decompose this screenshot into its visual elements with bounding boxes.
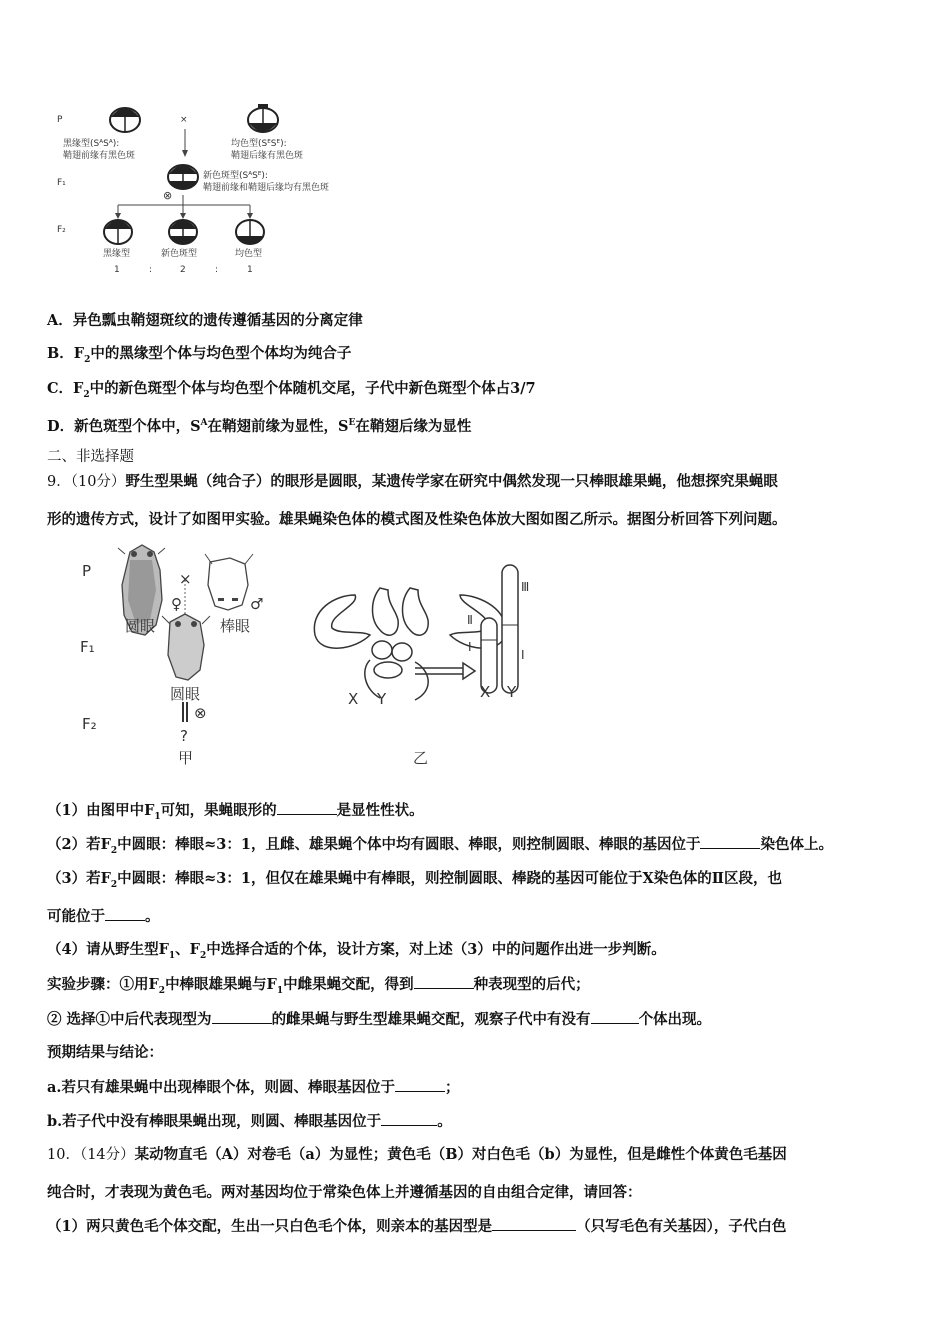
answer-blank-4[interactable]	[414, 974, 474, 989]
q10-intro-line2: 纯合时，才表现为黄色毛。两对基因均位于常染色体上并遵循基因的自由组合定律，请回答：	[47, 1184, 642, 1201]
q9-part3-cont: 可能位于 。	[47, 908, 160, 925]
caption-b: 乙	[413, 749, 429, 767]
uniform-desc: 鞘翅后缘有黑色斑	[231, 151, 304, 161]
question-mark: ?	[180, 727, 188, 745]
ratio-2: 2	[180, 265, 186, 275]
beetle-black-edge-icon	[110, 108, 140, 132]
beetle-new-spot-icon	[168, 165, 198, 189]
label-f2: F₂	[57, 225, 66, 235]
segment-ii-label: Ⅱ	[467, 613, 473, 627]
fig2-p-label: P	[82, 562, 92, 580]
male-fly-bar-eye-icon	[205, 554, 253, 610]
q9-part4: （4）请从野生型$F_1$、$F_2$中选择合适的个体，设计方案，对上述（3）中的问题作出进一步判断。	[47, 941, 666, 961]
y-chromosome-icon	[502, 565, 518, 693]
option-b: B．$F_2$中的黑缘型个体与均色型个体均为纯合子	[47, 345, 352, 365]
bar-eye-label: 棒眼	[220, 617, 251, 635]
ratio-colon-2: :	[215, 265, 219, 275]
caption-a: 甲	[178, 749, 194, 767]
black-edge-desc: 鞘翅前缘有黑色斑	[63, 151, 136, 161]
ratio-1: 1	[114, 265, 120, 275]
ratio-3: 1	[247, 265, 253, 275]
male-symbol: ♂	[250, 595, 264, 613]
beetle-f2-black-edge-icon	[104, 220, 132, 244]
option-a: A．异色瓢虫鞘翅斑纹的遗传遵循基因的分离定律	[47, 312, 363, 329]
f1-round-eye-label: 圆眼	[170, 685, 201, 703]
new-spot-name: 新色斑型(SᴬSᴱ):	[203, 171, 268, 181]
black-edge-name: 黑缘型(SᴬSᴬ):	[63, 139, 120, 149]
fruitfly-figure	[70, 540, 550, 775]
answer-blank-7[interactable]	[395, 1077, 445, 1092]
q9-result-a: a.若只有雄果蝇中出现棒眼个体，则圆、棒眼基因位于 ；	[47, 1079, 460, 1096]
q9-expect: 预期结果与结论：	[47, 1044, 163, 1061]
uniform-name: 均色型(SᴱSᴱ):	[231, 139, 287, 149]
option-c: C．$F_2$中的新色斑型个体与均色型个体随机交尾，子代中新色斑型个体占3/7	[47, 380, 536, 400]
answer-blank-1[interactable]	[277, 800, 337, 815]
chromosome-pattern-icon	[314, 588, 505, 700]
f2-type-uniform: 均色型	[235, 249, 263, 259]
q9-intro-line1: 9．（10分）野生型果蝇（纯合子）的眼形是圆眼，某遗传学家在研究中偶然发现一只棒眼雄果蝇，他想探究果蝇眼	[47, 473, 778, 490]
f1-fly-round-eye-icon	[162, 614, 210, 680]
q9-intro-line2: 形的遗传方式，设计了如图甲实验。雄果蝇染色体的模式图及性染色体放大图如图乙所示。据图分析回答下列问题。	[47, 511, 787, 528]
segment-i-left-label: Ⅰ	[468, 640, 472, 654]
beetle-f2-uniform-icon	[236, 220, 264, 244]
section-title: 二、非选择题	[47, 449, 134, 465]
female-symbol: ♀	[171, 595, 182, 613]
answer-blank-3[interactable]	[105, 906, 145, 921]
q9-part1: （1）由图甲中$F_1$可知，果蝇眼形的 是显性性状。	[47, 802, 424, 822]
q10-part1: （1）两只黄色毛个体交配，生出一只白色毛个体，则亲本的基因型是 （只写毛色有关基因），子代白色	[47, 1218, 787, 1235]
self-cross-symbol: ⊗	[163, 189, 173, 202]
option-d: D．新色斑型个体中，$S^A$在鞘翅前缘为显性，$S^E$在鞘翅后缘为显性	[47, 417, 472, 435]
fig2-f1-label: F₁	[80, 638, 95, 656]
segment-i-right-label: Ⅰ	[521, 648, 525, 662]
q9-step1: 实验步骤：①用$F_2$中棒眼雄果蝇与$F_1$中雌果蝇交配，得到 种表现型的后代；	[47, 976, 590, 996]
beetle-uniform-icon	[248, 104, 278, 132]
answer-blank-6[interactable]	[591, 1009, 639, 1024]
f2-type-new-spot: 新色斑型	[161, 249, 198, 259]
new-spot-desc: 鞘翅前缘和鞘翅后缘均有黑色斑	[203, 183, 330, 193]
ratio-colon-1: :	[149, 265, 153, 275]
f2-type-black-edge: 黑缘型	[103, 249, 131, 259]
round-eye-label: 圆眼	[125, 617, 156, 635]
segment-iii-label: Ⅲ	[521, 580, 530, 594]
answer-blank-9[interactable]	[492, 1216, 576, 1231]
beetle-f2-new-spot-icon	[169, 220, 197, 244]
label-p: P	[57, 115, 63, 125]
chromosome-x-label: X	[348, 690, 359, 708]
fig2-cross: ×	[179, 570, 192, 588]
beetle-cross-diagram	[45, 95, 375, 285]
enlarged-x-label: X	[480, 683, 491, 701]
label-f1: F₁	[57, 178, 66, 188]
cross-symbol: ×	[180, 115, 188, 125]
q9-part3: （3）若$F_2$中圆眼：棒眼≈3：1，但仅在雄果蝇中有棒眼，则控制圆眼、棒跷的基因可能位于X染色体的Ⅱ区段，也	[47, 870, 782, 890]
x-chromosome-icon	[481, 618, 497, 693]
chromosome-y-label: Y	[377, 690, 387, 708]
q9-result-b: b.若子代中没有棒眼果蝇出现，则圆、棒眼基因位于 。	[47, 1113, 452, 1130]
q9-step2: ② 选择①中后代表现型为 的雌果蝇与野生型雄果蝇交配，观察子代中有没有 个体出现。	[47, 1011, 712, 1028]
enlarged-y-label: Y	[507, 683, 517, 701]
fruitfly-graphics	[70, 540, 550, 775]
answer-blank-5[interactable]	[212, 1009, 272, 1024]
fig2-f2-label: F₂	[82, 715, 97, 733]
q9-part2: （2）若$F_2$中圆眼：棒眼≈3：1，且雌、雄果蝇个体中均有圆眼、棒眼，则控制圆眼、棒眼的基因位于 染色体上。	[47, 836, 833, 856]
answer-blank-8[interactable]	[381, 1111, 437, 1126]
fig2-self-symbol: ⊗	[194, 704, 207, 722]
q10-intro-line1: 10．（14分）某动物直毛（A）对卷毛（a）为显性；黄色毛（B）对白色毛（b）为显性，但是雌性个体黄色毛基因	[47, 1146, 787, 1163]
answer-blank-2[interactable]	[700, 834, 760, 849]
